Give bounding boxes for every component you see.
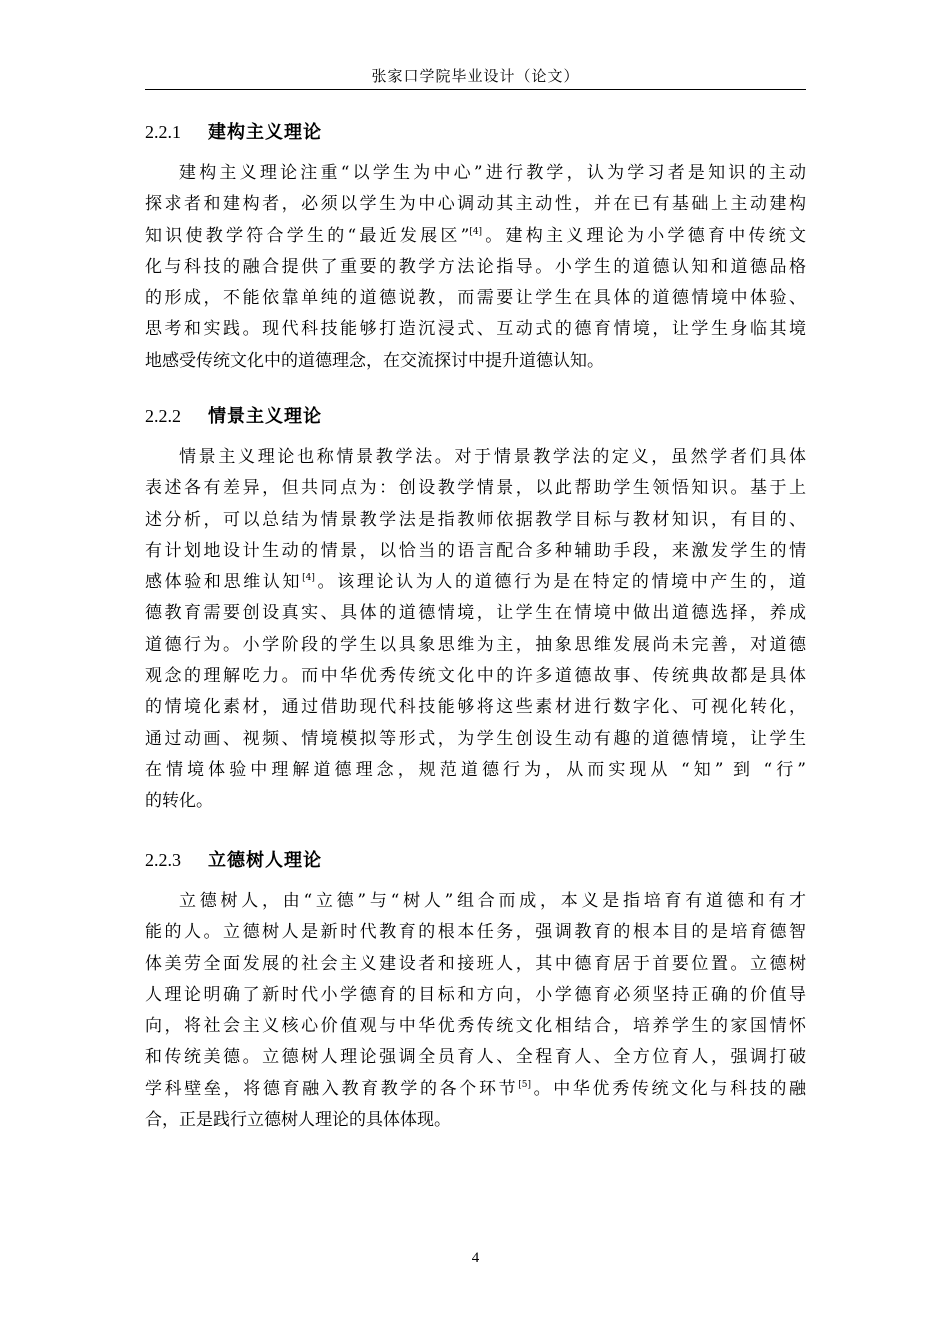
citation-marker: [4] [302, 573, 315, 584]
text-run: 情景主义理论也称情景教学法。对于情景教学法的定义，虽然学者们具体 [179, 447, 806, 467]
paragraph-line [145, 1074, 806, 1105]
section-heading [145, 402, 322, 430]
paragraph-line [145, 724, 806, 755]
text-run: 思考和实践。现代科技能够打造沉浸式、互动式的德育情境，让学生身临其境 [145, 319, 806, 340]
paragraph-line [145, 473, 806, 504]
text-run: 感体验和思维认知 [145, 572, 303, 593]
body-paragraph [145, 442, 806, 818]
text-run: 建构主义理论注重“以学生为中心”进行教学，认为学习者是知识的主动 [179, 163, 806, 183]
text-run: 学科壁垒，将德育融入教育教学的各个环节 [145, 1078, 519, 1099]
text-run: 能的人。立德树人是新时代教育的根本任务，强调教育的根本目的是培育德智 [145, 922, 806, 943]
page-header: 张家口学院毕业设计（论文） [371, 67, 580, 85]
text-run: 向，将社会主义核心价值观与中华优秀传统文化相结合，培养学生的家国情怀 [145, 1016, 806, 1037]
paragraph-line [145, 786, 806, 817]
text-run: 述分析，可以总结为情景教学法是指教师依据教学目标与教材知识，有目的、 [145, 509, 806, 530]
section-title: 建构主义理论 [208, 122, 322, 143]
text-run: 的形成，不能依靠单纯的道德说教，而需要让学生在具体的道德情境中体验、 [145, 288, 806, 309]
text-run: 合，正是践行立德树人理论的具体体现。 [145, 1110, 451, 1131]
section-number: 2.2.1 [145, 122, 181, 142]
citation-marker: [4] [469, 226, 483, 237]
paragraph-line [145, 158, 806, 189]
body-paragraph [145, 886, 806, 1136]
paragraph-line [145, 536, 806, 567]
paragraph-line [145, 283, 806, 314]
text-run: 道德行为。小学阶段的学生以具象思维为主，抽象思维发展尚未完善，对道德 [145, 634, 806, 655]
text-run: 立德树人，由“立德”与“树人”组合而成，本义是指培育有道德和有才 [179, 891, 806, 911]
text-run: 有计划地设计生动的情景，以恰当的语言配合多种辅助手段，来激发学生的情 [145, 540, 806, 561]
section-title: 立德树人理论 [208, 850, 322, 871]
text-run: 通过动画、视频、情境模拟等形式，为学生创设生动有趣的道德情境，让学生 [145, 728, 806, 749]
text-run: 。该理论认为人的道德行为是在特定的情境中产生的，道 [314, 572, 807, 593]
paragraph-line [145, 630, 806, 661]
text-run: 知识使教学符合学生的“最近发展区” [145, 225, 470, 246]
text-run: 探求者和建构者，必须以学生为中心调动其主动性，并在已有基础上主动建构 [145, 194, 806, 215]
text-run: 表述各有差异，但共同点为：创设教学情景，以此帮助学生领悟知识。基于上 [145, 478, 806, 499]
paragraph-line [145, 505, 806, 536]
text-run: 和传统美德。立德树人理论强调全员育人、全程育人、全方位育人，强调打破 [145, 1047, 806, 1068]
text-run: 体美劳全面发展的社会主义建设者和接班人，其中德育居于首要位置。立德树 [145, 953, 806, 974]
paragraph-line [145, 1105, 806, 1136]
section-heading [145, 118, 322, 146]
text-run: 德教育需要创设真实、具体的道德情境，让学生在情境中做出道德选择，养成 [145, 603, 806, 624]
citation-marker: [5] [518, 1079, 531, 1090]
paragraph-line [145, 567, 806, 598]
paragraph-line [145, 598, 806, 629]
section-heading [145, 846, 322, 874]
paragraph-line [145, 980, 806, 1011]
paragraph-line [145, 252, 806, 283]
text-run: 在情境体验中理解道德理念，规范道德行为，从而实现从 “知” 到 “行” [145, 759, 806, 780]
text-run: 人理论明确了新时代小学德育的目标和方向，小学德育必须坚持正确的价值导 [145, 984, 806, 1005]
paragraph-line [145, 692, 806, 723]
paragraph-line [145, 442, 806, 473]
paragraph-line [145, 189, 806, 220]
paragraph-line [145, 886, 806, 917]
paragraph-line [145, 1042, 806, 1073]
page-number: 4 [471, 1250, 480, 1266]
paragraph-line [145, 1011, 806, 1042]
paragraph-line [145, 221, 806, 252]
text-run: 化与科技的融合提供了重要的教学方法论指导。小学生的道德认知和道德品格 [145, 256, 806, 277]
paragraph-line [145, 314, 806, 345]
header-rule [145, 89, 806, 90]
paragraph-line [145, 661, 806, 692]
paragraph-line [145, 917, 806, 948]
paragraph-line [145, 346, 806, 377]
text-run: 观念的理解吃力。而中华优秀传统文化中的许多道德故事、传统典故都是具体 [145, 666, 806, 687]
text-run: 地感受传统文化中的道德理念，在交流探讨中提升道德认知。 [145, 350, 604, 371]
paragraph-line [145, 755, 806, 786]
section-number: 2.2.2 [145, 406, 181, 426]
text-run: 。建构主义理论为小学德育中传统文 [482, 225, 806, 246]
text-run: 的转化。 [145, 791, 213, 812]
body-paragraph [145, 158, 806, 377]
section-title: 情景主义理论 [208, 406, 322, 427]
text-run: 的情境化素材，通过借助现代科技能够将这些素材进行数字化、可视化转化， [145, 697, 806, 718]
paragraph-line [145, 949, 806, 980]
section-number: 2.2.3 [145, 850, 181, 870]
text-run: 。中华优秀传统文化与科技的融 [530, 1078, 806, 1099]
